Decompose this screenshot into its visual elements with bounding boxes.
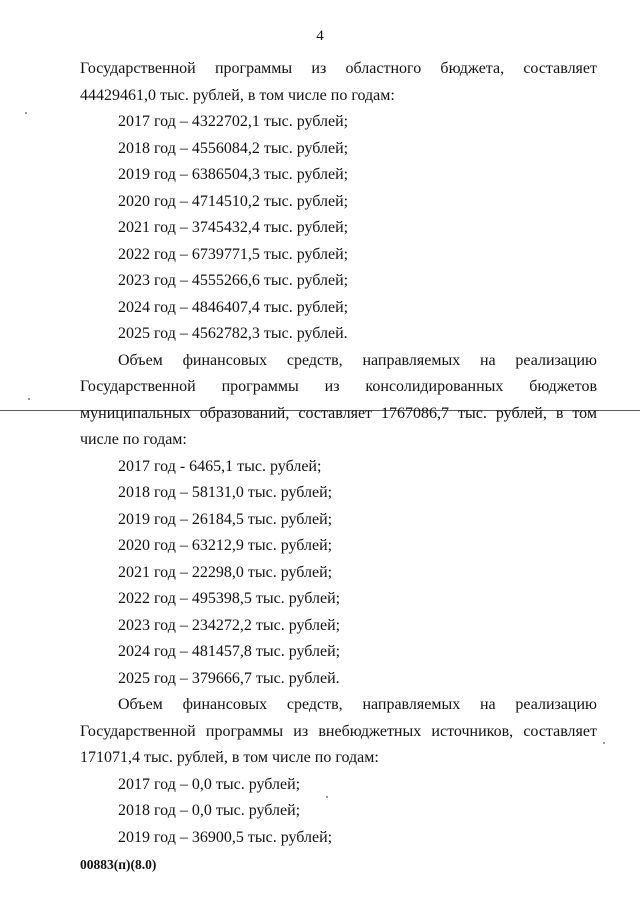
paragraph-municipal-budget: Объем финансовых средств, направляемых на реализацию Государственной программы из консолидированных бюджетов муниципальных образований, составляет 1767086,7 тыс. рублей, в том числе по годам: bbox=[80, 351, 597, 448]
year-amount-item: 2025 год – 379666,7 тыс. рублей. bbox=[118, 669, 340, 687]
year-amount-item: 2018 год – 0,0 тыс. рублей; bbox=[118, 802, 301, 819]
document-code: 00883(п)(8.0) bbox=[80, 857, 157, 872]
year-amount-item: 2020 год – 63212,9 тыс. рублей; bbox=[118, 537, 333, 554]
year-amount-item: 2021 год – 22298,0 тыс. рублей; bbox=[118, 563, 333, 581]
year-amount-item: 2023 год – 234272,2 тыс. рублей; bbox=[118, 616, 341, 634]
year-amount-item: 2023 год – 4555266,6 тыс. рублей; bbox=[118, 272, 349, 289]
scan-speck bbox=[326, 796, 328, 798]
year-amount-item: 2019 год – 36900,5 тыс. рублей; bbox=[118, 828, 333, 846]
scan-speck bbox=[25, 112, 27, 114]
year-amount-item: 2022 год – 495398,5 тыс. рублей; bbox=[118, 590, 341, 607]
scan-speck bbox=[28, 398, 30, 400]
year-amount-item: 2024 год – 481457,8 тыс. рублей; bbox=[118, 643, 341, 660]
paragraph-extrabudgetary-sources: Объем финансовых средств, направляемых на реализацию Государственной программы из внебюджетных источников, составляет 171071,4 тыс. рублей, в том числе по годам: bbox=[80, 696, 597, 766]
page-number: 4 bbox=[316, 28, 324, 44]
paragraph-regional-budget: Государственной программы из областного бюджета, составляет 44429461,0 тыс. рублей, в том числе по годам: bbox=[80, 60, 597, 104]
year-amount-item: 2017 год – 4322702,1 тыс. рублей; bbox=[118, 113, 349, 130]
year-amount-item: 2020 год – 4714510,2 тыс. рублей; bbox=[118, 192, 349, 210]
year-amount-item: 2024 год – 4846407,4 тыс. рублей; bbox=[118, 298, 349, 316]
year-amount-item: 2021 год – 3745432,4 тыс. рублей; bbox=[118, 219, 349, 236]
municipal-budget-year-list bbox=[80, 454, 597, 693]
year-amount-item: 2019 год – 6386504,3 тыс. рублей; bbox=[118, 166, 349, 183]
year-amount-item: 2018 год – 4556084,2 тыс. рублей; bbox=[118, 139, 349, 157]
document-body bbox=[80, 56, 597, 851]
year-amount-item: 2018 год – 58131,0 тыс. рублей; bbox=[118, 484, 333, 501]
year-amount-item: 2025 год – 4562782,3 тыс. рублей. bbox=[118, 325, 348, 342]
extrabudgetary-year-list bbox=[80, 772, 597, 852]
year-amount-item: 2017 год – 0,0 тыс. рублей; bbox=[118, 775, 301, 793]
scan-speck bbox=[603, 742, 605, 744]
year-amount-item: 2017 год - 6465,1 тыс. рублей; bbox=[118, 457, 322, 475]
regional-budget-year-list bbox=[80, 109, 597, 348]
year-amount-item: 2022 год – 6739771,5 тыс. рублей; bbox=[118, 245, 349, 263]
year-amount-item: 2019 год – 26184,5 тыс. рублей; bbox=[118, 510, 333, 528]
